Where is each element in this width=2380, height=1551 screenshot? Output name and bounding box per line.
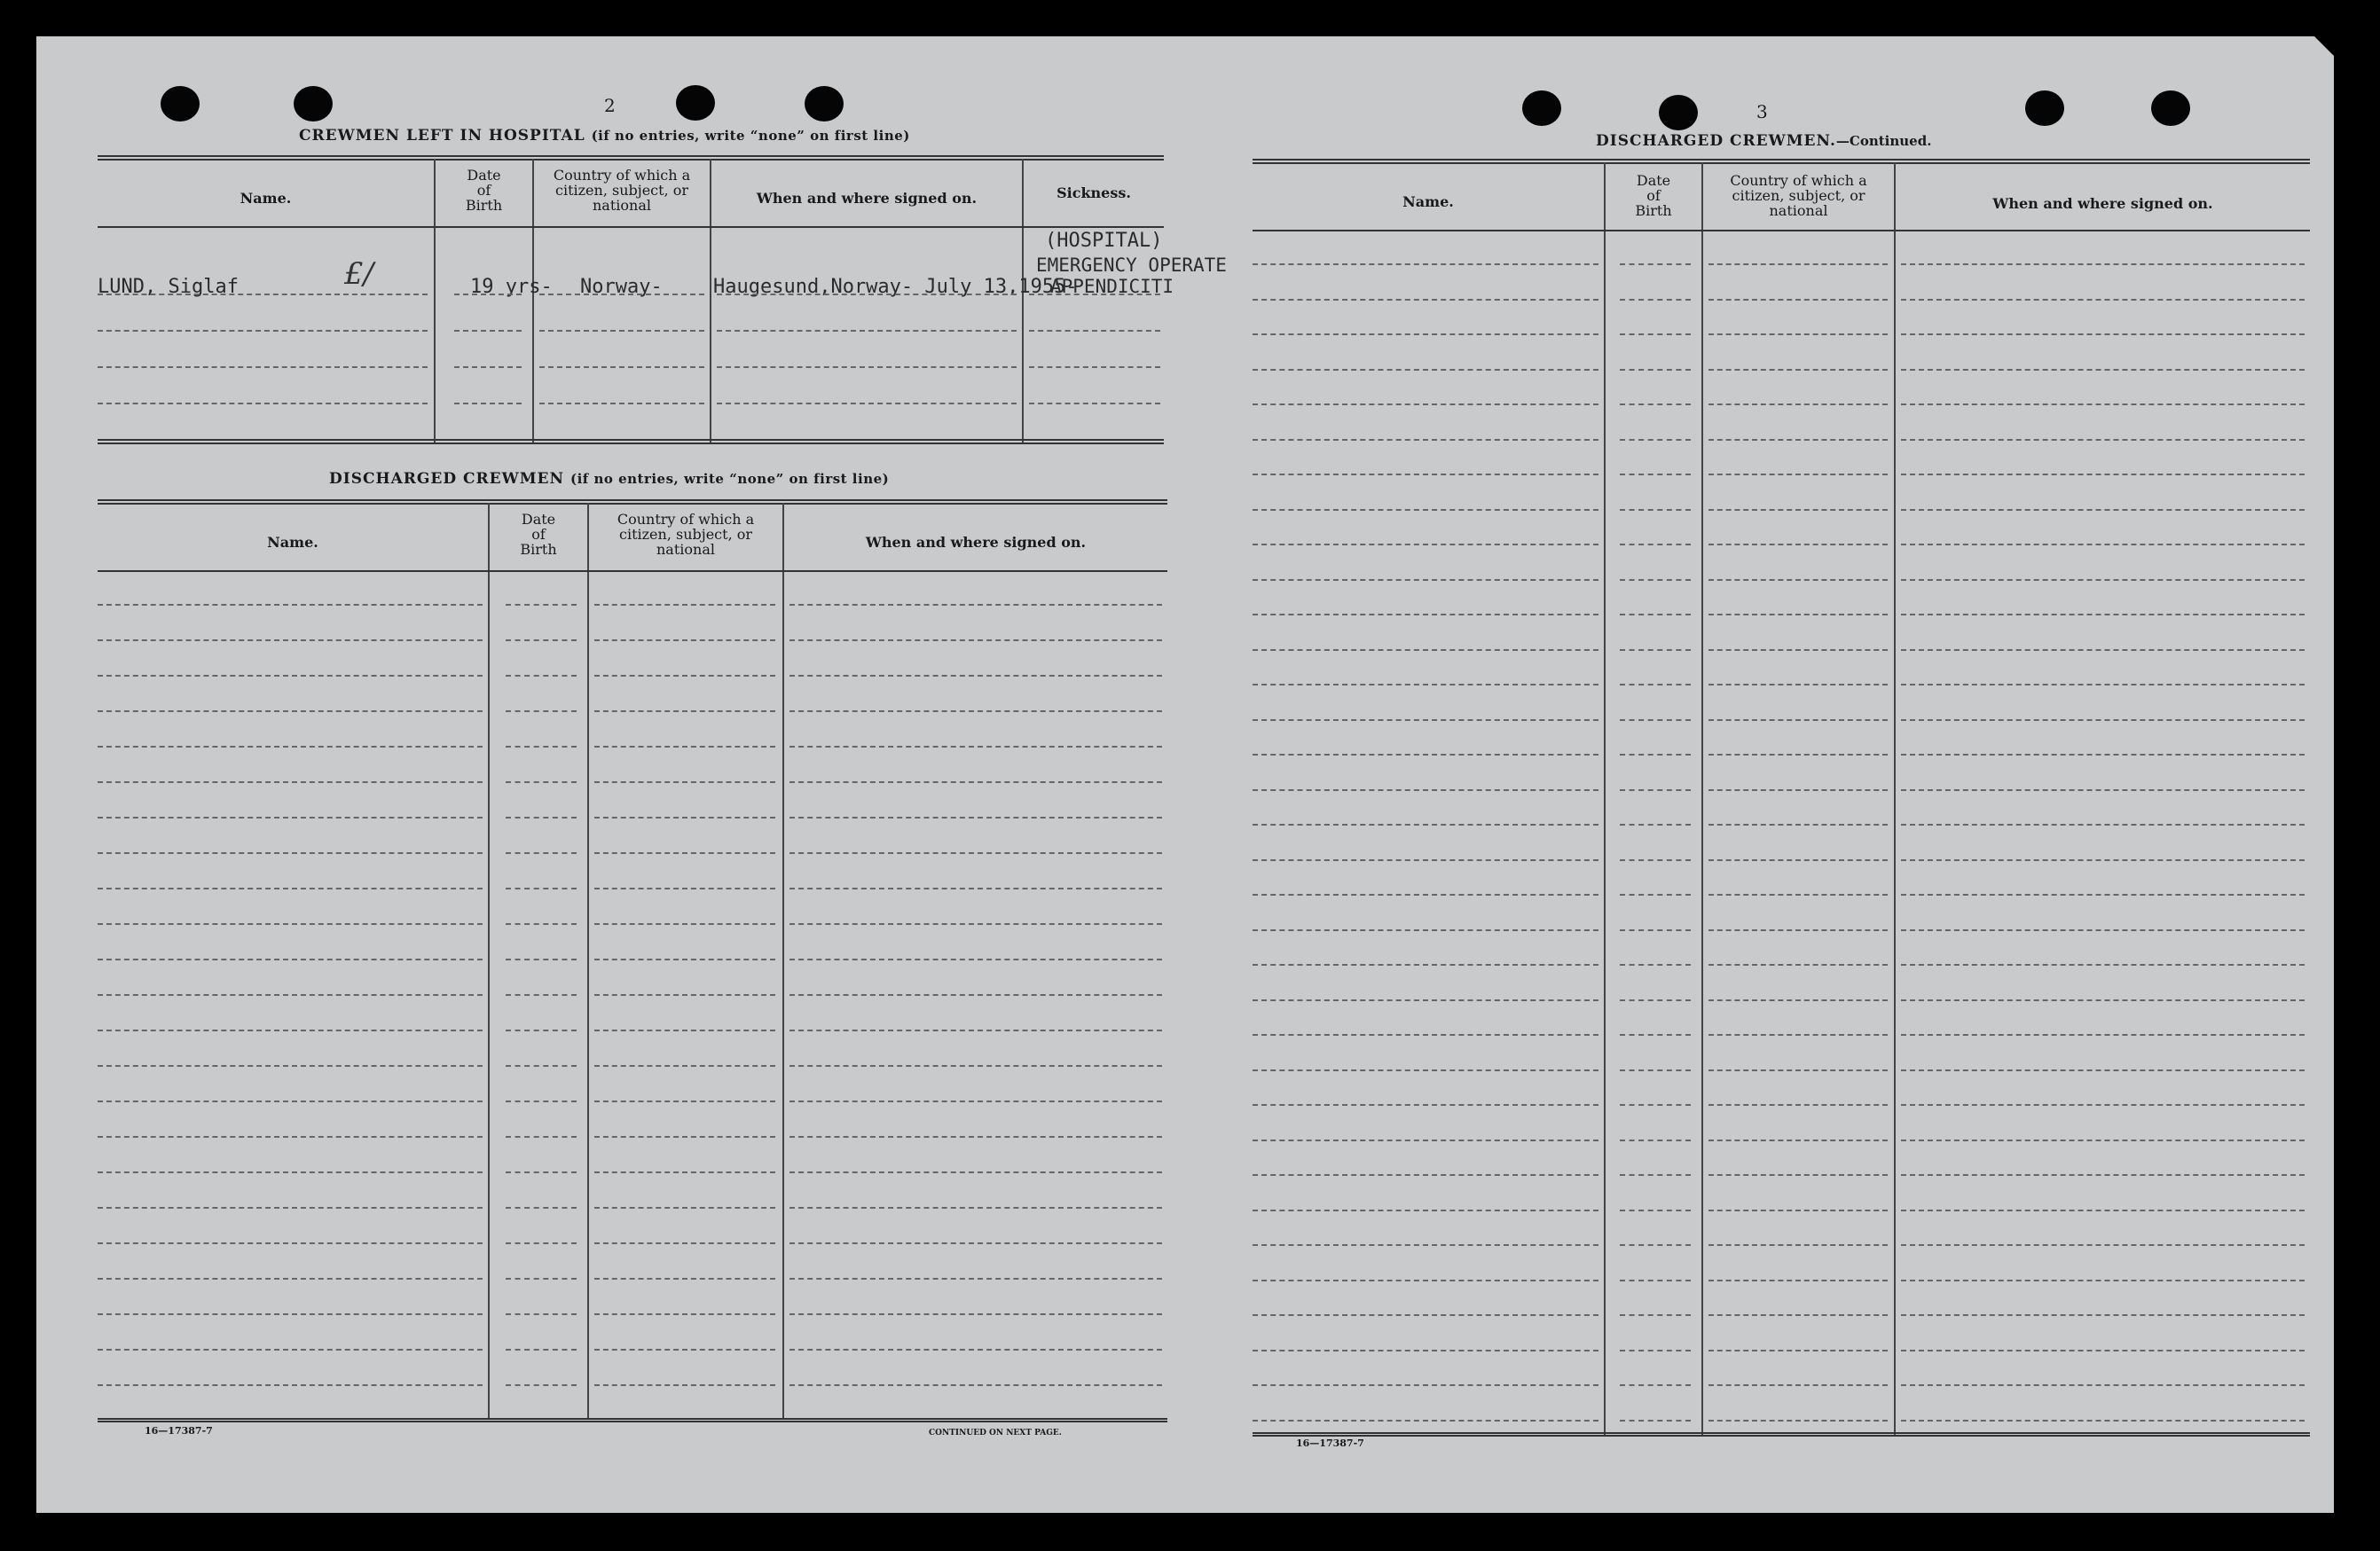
hospital-entry-sickness-line2: APPENDICITI <box>1050 276 1174 297</box>
discharged-left-header-name: Name. <box>267 534 318 551</box>
form-ruling-line <box>506 817 577 819</box>
form-ruling-line <box>594 852 775 854</box>
form-ruling-line <box>1901 1314 2305 1316</box>
form-ruling-line <box>1253 789 1598 791</box>
form-ruling-line <box>506 994 577 996</box>
form-ruling-line <box>594 994 775 996</box>
form-ruling-line <box>789 852 1162 854</box>
discharged-section-title: DISCHARGED CREWMEN (if no entries, write “none” on first line) <box>329 470 890 488</box>
punch-hole <box>294 86 333 121</box>
form-ruling-line <box>98 746 483 748</box>
form-ruling-line <box>98 366 428 368</box>
form-ruling-line <box>1901 649 2305 651</box>
form-ruling-line <box>506 604 577 606</box>
form-ruling-line <box>1708 1384 1888 1386</box>
discharged-right-header-name: Name. <box>1402 193 1454 210</box>
form-ruling-line <box>1901 263 2305 265</box>
form-ruling-line <box>594 746 775 748</box>
form-ruling-line <box>98 888 483 889</box>
form-ruling-line <box>594 604 775 606</box>
form-ruling-line <box>1620 1069 1691 1071</box>
form-ruling-line <box>717 330 1017 332</box>
form-ruling-line <box>1901 1280 2305 1281</box>
form-ruling-line <box>1901 719 2305 721</box>
folded-corner <box>2314 36 2334 56</box>
form-ruling-line <box>1253 614 1598 615</box>
form-ruling-line <box>539 366 704 368</box>
discharged-left-header-dob: Date of Birth <box>520 511 557 558</box>
form-ruling-line <box>1253 859 1598 861</box>
form-ruling-line <box>717 294 1017 295</box>
form-ruling-line <box>1620 1140 1691 1141</box>
form-ruling-line <box>98 781 483 783</box>
form-ruling-line <box>1620 474 1691 475</box>
form-ruling-line <box>1708 824 1888 826</box>
hospital-header-dob: Date of Birth <box>465 167 503 214</box>
form-ruling-line <box>1620 333 1691 335</box>
form-ruling-line <box>506 1242 577 1244</box>
form-ruling-line <box>594 1136 775 1138</box>
form-ruling-line <box>454 294 522 295</box>
form-ruling-line <box>789 1313 1162 1315</box>
form-ruling-line <box>1253 719 1598 721</box>
form-ruling-line <box>1620 859 1691 861</box>
form-ruling-line <box>98 1313 483 1315</box>
form-ruling-line <box>1901 333 2305 335</box>
form-ruling-line <box>1708 579 1888 581</box>
form-ruling-line <box>1253 1034 1598 1036</box>
form-ruling-line <box>594 817 775 819</box>
form-ruling-line <box>1253 1350 1598 1351</box>
form-ruling-line <box>789 888 1162 889</box>
form-ruling-line <box>506 1030 577 1031</box>
form-ruling-line <box>1253 1384 1598 1386</box>
form-ruling-line <box>1708 1034 1888 1036</box>
form-ruling-line <box>594 888 775 889</box>
form-ruling-line <box>789 1349 1162 1351</box>
form-ruling-line <box>594 1030 775 1031</box>
form-ruling-line <box>1253 1069 1598 1071</box>
form-ruling-line <box>1620 684 1691 685</box>
form-ruling-line <box>1708 403 1888 405</box>
form-ruling-line <box>1708 719 1888 721</box>
form-ruling-line <box>789 746 1162 748</box>
form-ruling-line <box>1708 859 1888 861</box>
form-ruling-line <box>789 923 1162 925</box>
form-ruling-line <box>506 1384 577 1386</box>
form-ruling-line <box>789 604 1162 606</box>
form-ruling-line <box>1901 1174 2305 1176</box>
form-ruling-line <box>1708 1140 1888 1141</box>
form-ruling-line <box>594 1384 775 1386</box>
form-ruling-line <box>539 403 704 404</box>
form-ruling-line <box>1708 929 1888 931</box>
form-ruling-line <box>1253 1314 1598 1316</box>
form-ruling-line <box>1708 299 1888 301</box>
form-ruling-line <box>1708 614 1888 615</box>
form-ruling-line <box>506 852 577 854</box>
form-ruling-line <box>594 1065 775 1067</box>
form-ruling-line <box>594 1242 775 1244</box>
form-ruling-line <box>506 781 577 783</box>
punch-hole <box>805 86 844 121</box>
form-ruling-line <box>506 746 577 748</box>
form-ruling-line <box>1620 509 1691 511</box>
form-ruling-line <box>506 1278 577 1280</box>
form-ruling-line <box>1620 824 1691 826</box>
form-ruling-line <box>506 1313 577 1315</box>
hospital-entry-signed: Haugesund,Norway- July 13,1955- <box>713 276 1078 298</box>
punch-hole <box>1522 90 1561 126</box>
discharged-table-left <box>98 499 1167 1466</box>
form-ruling-line <box>1708 1174 1888 1176</box>
document-sheet <box>36 36 2334 1513</box>
form-ruling-line <box>1708 439 1888 441</box>
form-ruling-line <box>594 1313 775 1315</box>
form-ruling-line <box>789 781 1162 783</box>
form-ruling-line <box>1253 544 1598 545</box>
form-ruling-line <box>789 1101 1162 1102</box>
form-ruling-line <box>1253 403 1598 405</box>
form-ruling-line <box>1708 999 1888 1001</box>
form-ruling-line <box>1253 684 1598 685</box>
form-ruling-line <box>1253 299 1598 301</box>
discharged-right-header-country: Country of which a citizen, subject, or national <box>1730 172 1867 219</box>
form-ruling-line <box>594 1207 775 1209</box>
form-ruling-line <box>1708 333 1888 335</box>
form-ruling-line <box>1901 579 2305 581</box>
form-ruling-line <box>98 675 483 677</box>
form-ruling-line <box>98 1384 483 1386</box>
hospital-entry-name: LUND, Siglaf <box>98 276 239 298</box>
form-ruling-line <box>98 959 483 960</box>
discharged-right-header-dob: Date of Birth <box>1635 172 1672 219</box>
form-ruling-line <box>1620 999 1691 1001</box>
form-ruling-line <box>789 1242 1162 1244</box>
form-ruling-line <box>506 1136 577 1138</box>
form-ruling-line <box>1708 544 1888 545</box>
form-ruling-line <box>1901 544 2305 545</box>
form-ruling-line <box>1901 509 2305 511</box>
form-ruling-line <box>1901 1244 2305 1246</box>
form-ruling-line <box>1901 789 2305 791</box>
form-ruling-line <box>98 1278 483 1280</box>
form-ruling-line <box>1620 1280 1691 1281</box>
form-ruling-line <box>594 1171 775 1173</box>
form-ruling-line <box>1620 369 1691 371</box>
form-ruling-line <box>789 639 1162 641</box>
form-ruling-line <box>1901 1210 2305 1211</box>
form-ruling-line <box>1708 1280 1888 1281</box>
form-ruling-line <box>1253 649 1598 651</box>
form-ruling-line <box>789 1207 1162 1209</box>
form-ruling-line <box>594 959 775 960</box>
hospital-section-title: CREWMEN LEFT IN HOSPITAL (if no entries, write “none” on first line) <box>299 127 910 145</box>
form-ruling-line <box>1901 369 2305 371</box>
form-ruling-line <box>1708 1069 1888 1071</box>
form-ruling-line <box>1253 509 1598 511</box>
form-ruling-line <box>98 1065 483 1067</box>
form-ruling-line <box>454 330 522 332</box>
form-ruling-line <box>789 710 1162 712</box>
punch-hole <box>2151 90 2190 126</box>
handwritten-check-mark: £/ <box>344 256 374 292</box>
form-ruling-line <box>506 888 577 889</box>
punch-hole <box>676 85 715 121</box>
form-ruling-line <box>1620 1314 1691 1316</box>
form-ruling-line <box>1708 1420 1888 1422</box>
form-ruling-line <box>454 403 522 404</box>
form-ruling-line <box>789 1278 1162 1280</box>
form-ruling-line <box>789 675 1162 677</box>
form-ruling-line <box>98 1136 483 1138</box>
form-ruling-line <box>98 294 428 295</box>
form-ruling-line <box>506 959 577 960</box>
form-ruling-line <box>1901 1350 2305 1351</box>
form-ruling-line <box>1901 999 2305 1001</box>
form-ruling-line <box>98 994 483 996</box>
hospital-entry-dob: 19 yrs- <box>470 276 553 298</box>
form-ruling-line <box>1708 964 1888 966</box>
form-ruling-line <box>98 1030 483 1031</box>
form-ruling-line <box>1620 929 1691 931</box>
form-ruling-line <box>98 1171 483 1173</box>
form-ruling-line <box>789 1136 1162 1138</box>
form-ruling-line <box>1708 789 1888 791</box>
form-ruling-line <box>1901 403 2305 405</box>
form-number-left: 16—17387-7 <box>145 1425 213 1437</box>
hospital-header-sickness: Sickness. <box>1056 184 1131 201</box>
form-ruling-line <box>1620 754 1691 756</box>
discharged-left-header-country: Country of which a citizen, subject, or national <box>617 511 755 558</box>
form-ruling-line <box>1708 1314 1888 1316</box>
form-ruling-line <box>1901 964 2305 966</box>
page-number-right: 3 <box>1756 101 1768 122</box>
form-ruling-line <box>506 1349 577 1351</box>
form-ruling-line <box>594 1101 775 1102</box>
form-ruling-line <box>506 1065 577 1067</box>
form-ruling-line <box>594 675 775 677</box>
form-ruling-line <box>1620 719 1691 721</box>
form-ruling-line <box>1253 824 1598 826</box>
form-ruling-line <box>1253 1420 1598 1422</box>
form-ruling-line <box>594 1349 775 1351</box>
discharged-continued-title: DISCHARGED CREWMEN.—Continued. <box>1596 132 1932 150</box>
form-ruling-line <box>1620 1034 1691 1036</box>
punch-hole <box>161 86 200 121</box>
continued-note: CONTINUED ON NEXT PAGE. <box>929 1429 1062 1437</box>
hospital-entry-sickness-line1: EMERGENCY OPERATE <box>1036 255 1227 276</box>
form-ruling-line <box>1620 1104 1691 1106</box>
form-ruling-line <box>98 817 483 819</box>
form-ruling-line <box>1901 824 2305 826</box>
form-ruling-line <box>1901 859 2305 861</box>
hospital-entry-sickness-stamp: (HOSPITAL) <box>1045 230 1163 252</box>
form-ruling-line <box>1253 964 1598 966</box>
form-ruling-line <box>1620 1174 1691 1176</box>
form-ruling-line <box>594 710 775 712</box>
form-ruling-line <box>789 1384 1162 1386</box>
form-ruling-line <box>1620 1244 1691 1246</box>
page-number-left: 2 <box>604 95 616 116</box>
form-ruling-line <box>1620 614 1691 615</box>
form-ruling-line <box>1708 894 1888 896</box>
form-ruling-line <box>506 639 577 641</box>
discharged-table-right <box>1253 159 2310 1489</box>
form-ruling-line <box>789 994 1162 996</box>
form-ruling-line <box>98 1207 483 1209</box>
form-ruling-line <box>1901 1034 2305 1036</box>
punch-hole <box>1659 95 1698 130</box>
form-ruling-line <box>1253 999 1598 1001</box>
form-ruling-line <box>789 1030 1162 1031</box>
form-ruling-line <box>1253 929 1598 931</box>
form-ruling-line <box>594 923 775 925</box>
form-ruling-line <box>1708 1244 1888 1246</box>
hospital-table <box>98 155 1227 483</box>
form-ruling-line <box>1253 1104 1598 1106</box>
form-ruling-line <box>1708 1350 1888 1351</box>
form-ruling-line <box>789 1065 1162 1067</box>
form-ruling-line <box>506 1207 577 1209</box>
form-ruling-line <box>1620 964 1691 966</box>
form-ruling-line <box>1620 649 1691 651</box>
form-ruling-line <box>1708 1210 1888 1211</box>
form-ruling-line <box>506 1101 577 1102</box>
form-ruling-line <box>539 294 704 295</box>
form-ruling-line <box>1253 439 1598 441</box>
form-ruling-line <box>98 1349 483 1351</box>
form-ruling-line <box>506 675 577 677</box>
form-ruling-line <box>1901 929 2305 931</box>
form-ruling-line <box>1253 369 1598 371</box>
form-ruling-line <box>1253 894 1598 896</box>
form-ruling-line <box>1620 1420 1691 1422</box>
form-ruling-line <box>1901 439 2305 441</box>
form-ruling-line <box>717 403 1017 404</box>
form-ruling-line <box>539 330 704 332</box>
form-ruling-line <box>1901 754 2305 756</box>
form-ruling-line <box>1708 1104 1888 1106</box>
form-ruling-line <box>1620 1384 1691 1386</box>
form-ruling-line <box>1901 474 2305 475</box>
form-ruling-line <box>1253 1174 1598 1176</box>
form-ruling-line <box>1901 1140 2305 1141</box>
form-ruling-line <box>1029 330 1160 332</box>
form-ruling-line <box>1253 754 1598 756</box>
form-ruling-line <box>1708 263 1888 265</box>
form-ruling-line <box>98 604 483 606</box>
form-ruling-line <box>1620 894 1691 896</box>
form-ruling-line <box>1901 1384 2305 1386</box>
form-ruling-line <box>1253 1280 1598 1281</box>
form-ruling-line <box>1708 474 1888 475</box>
form-ruling-line <box>789 817 1162 819</box>
form-ruling-line <box>506 710 577 712</box>
form-ruling-line <box>1253 474 1598 475</box>
form-ruling-line <box>1620 1210 1691 1211</box>
form-ruling-line <box>454 366 522 368</box>
form-ruling-line <box>1029 366 1160 368</box>
form-ruling-line <box>1901 1104 2305 1106</box>
hospital-header-name: Name. <box>240 190 292 207</box>
form-ruling-line <box>506 923 577 925</box>
form-ruling-line <box>506 1171 577 1173</box>
form-ruling-line <box>594 781 775 783</box>
punch-hole <box>2025 90 2064 126</box>
hospital-header-country: Country of which a citizen, subject, or national <box>553 167 691 214</box>
form-ruling-line <box>1901 1069 2305 1071</box>
form-ruling-line <box>1253 1210 1598 1211</box>
form-ruling-line <box>98 403 428 404</box>
form-ruling-line <box>98 639 483 641</box>
form-ruling-line <box>1708 754 1888 756</box>
form-ruling-line <box>98 710 483 712</box>
form-ruling-line <box>1029 403 1160 404</box>
form-number-right: 16—17387-7 <box>1296 1437 1364 1449</box>
form-ruling-line <box>98 852 483 854</box>
form-ruling-line <box>1708 684 1888 685</box>
discharged-left-header-signed: When and where signed on. <box>865 534 1087 551</box>
form-ruling-line <box>789 959 1162 960</box>
form-ruling-line <box>1620 439 1691 441</box>
form-ruling-line <box>98 1101 483 1102</box>
form-ruling-line <box>1901 299 2305 301</box>
form-ruling-line <box>1620 403 1691 405</box>
form-ruling-line <box>1708 369 1888 371</box>
hospital-entry-country: Norway- <box>580 276 663 298</box>
form-ruling-line <box>789 1171 1162 1173</box>
form-ruling-line <box>1708 649 1888 651</box>
form-ruling-line <box>1253 1244 1598 1246</box>
form-ruling-line <box>1620 263 1691 265</box>
form-ruling-line <box>1901 894 2305 896</box>
form-ruling-line <box>98 1242 483 1244</box>
form-ruling-line <box>98 330 428 332</box>
form-ruling-line <box>1253 333 1598 335</box>
form-ruling-line <box>594 639 775 641</box>
form-ruling-line <box>594 1278 775 1280</box>
form-ruling-line <box>1253 263 1598 265</box>
form-ruling-line <box>1253 1140 1598 1141</box>
form-ruling-line <box>1620 1350 1691 1351</box>
form-ruling-line <box>1620 579 1691 581</box>
form-ruling-line <box>1708 509 1888 511</box>
hospital-header-signed: When and where signed on. <box>756 190 978 207</box>
form-ruling-line <box>1029 294 1160 295</box>
form-ruling-line <box>1901 684 2305 685</box>
form-ruling-line <box>1620 299 1691 301</box>
form-ruling-line <box>1901 614 2305 615</box>
discharged-right-header-signed: When and where signed on. <box>1992 195 2213 212</box>
form-ruling-line <box>1253 579 1598 581</box>
form-ruling-line <box>1620 789 1691 791</box>
form-ruling-line <box>1901 1420 2305 1422</box>
form-ruling-line <box>98 923 483 925</box>
form-ruling-line <box>717 366 1017 368</box>
form-ruling-line <box>1620 544 1691 545</box>
